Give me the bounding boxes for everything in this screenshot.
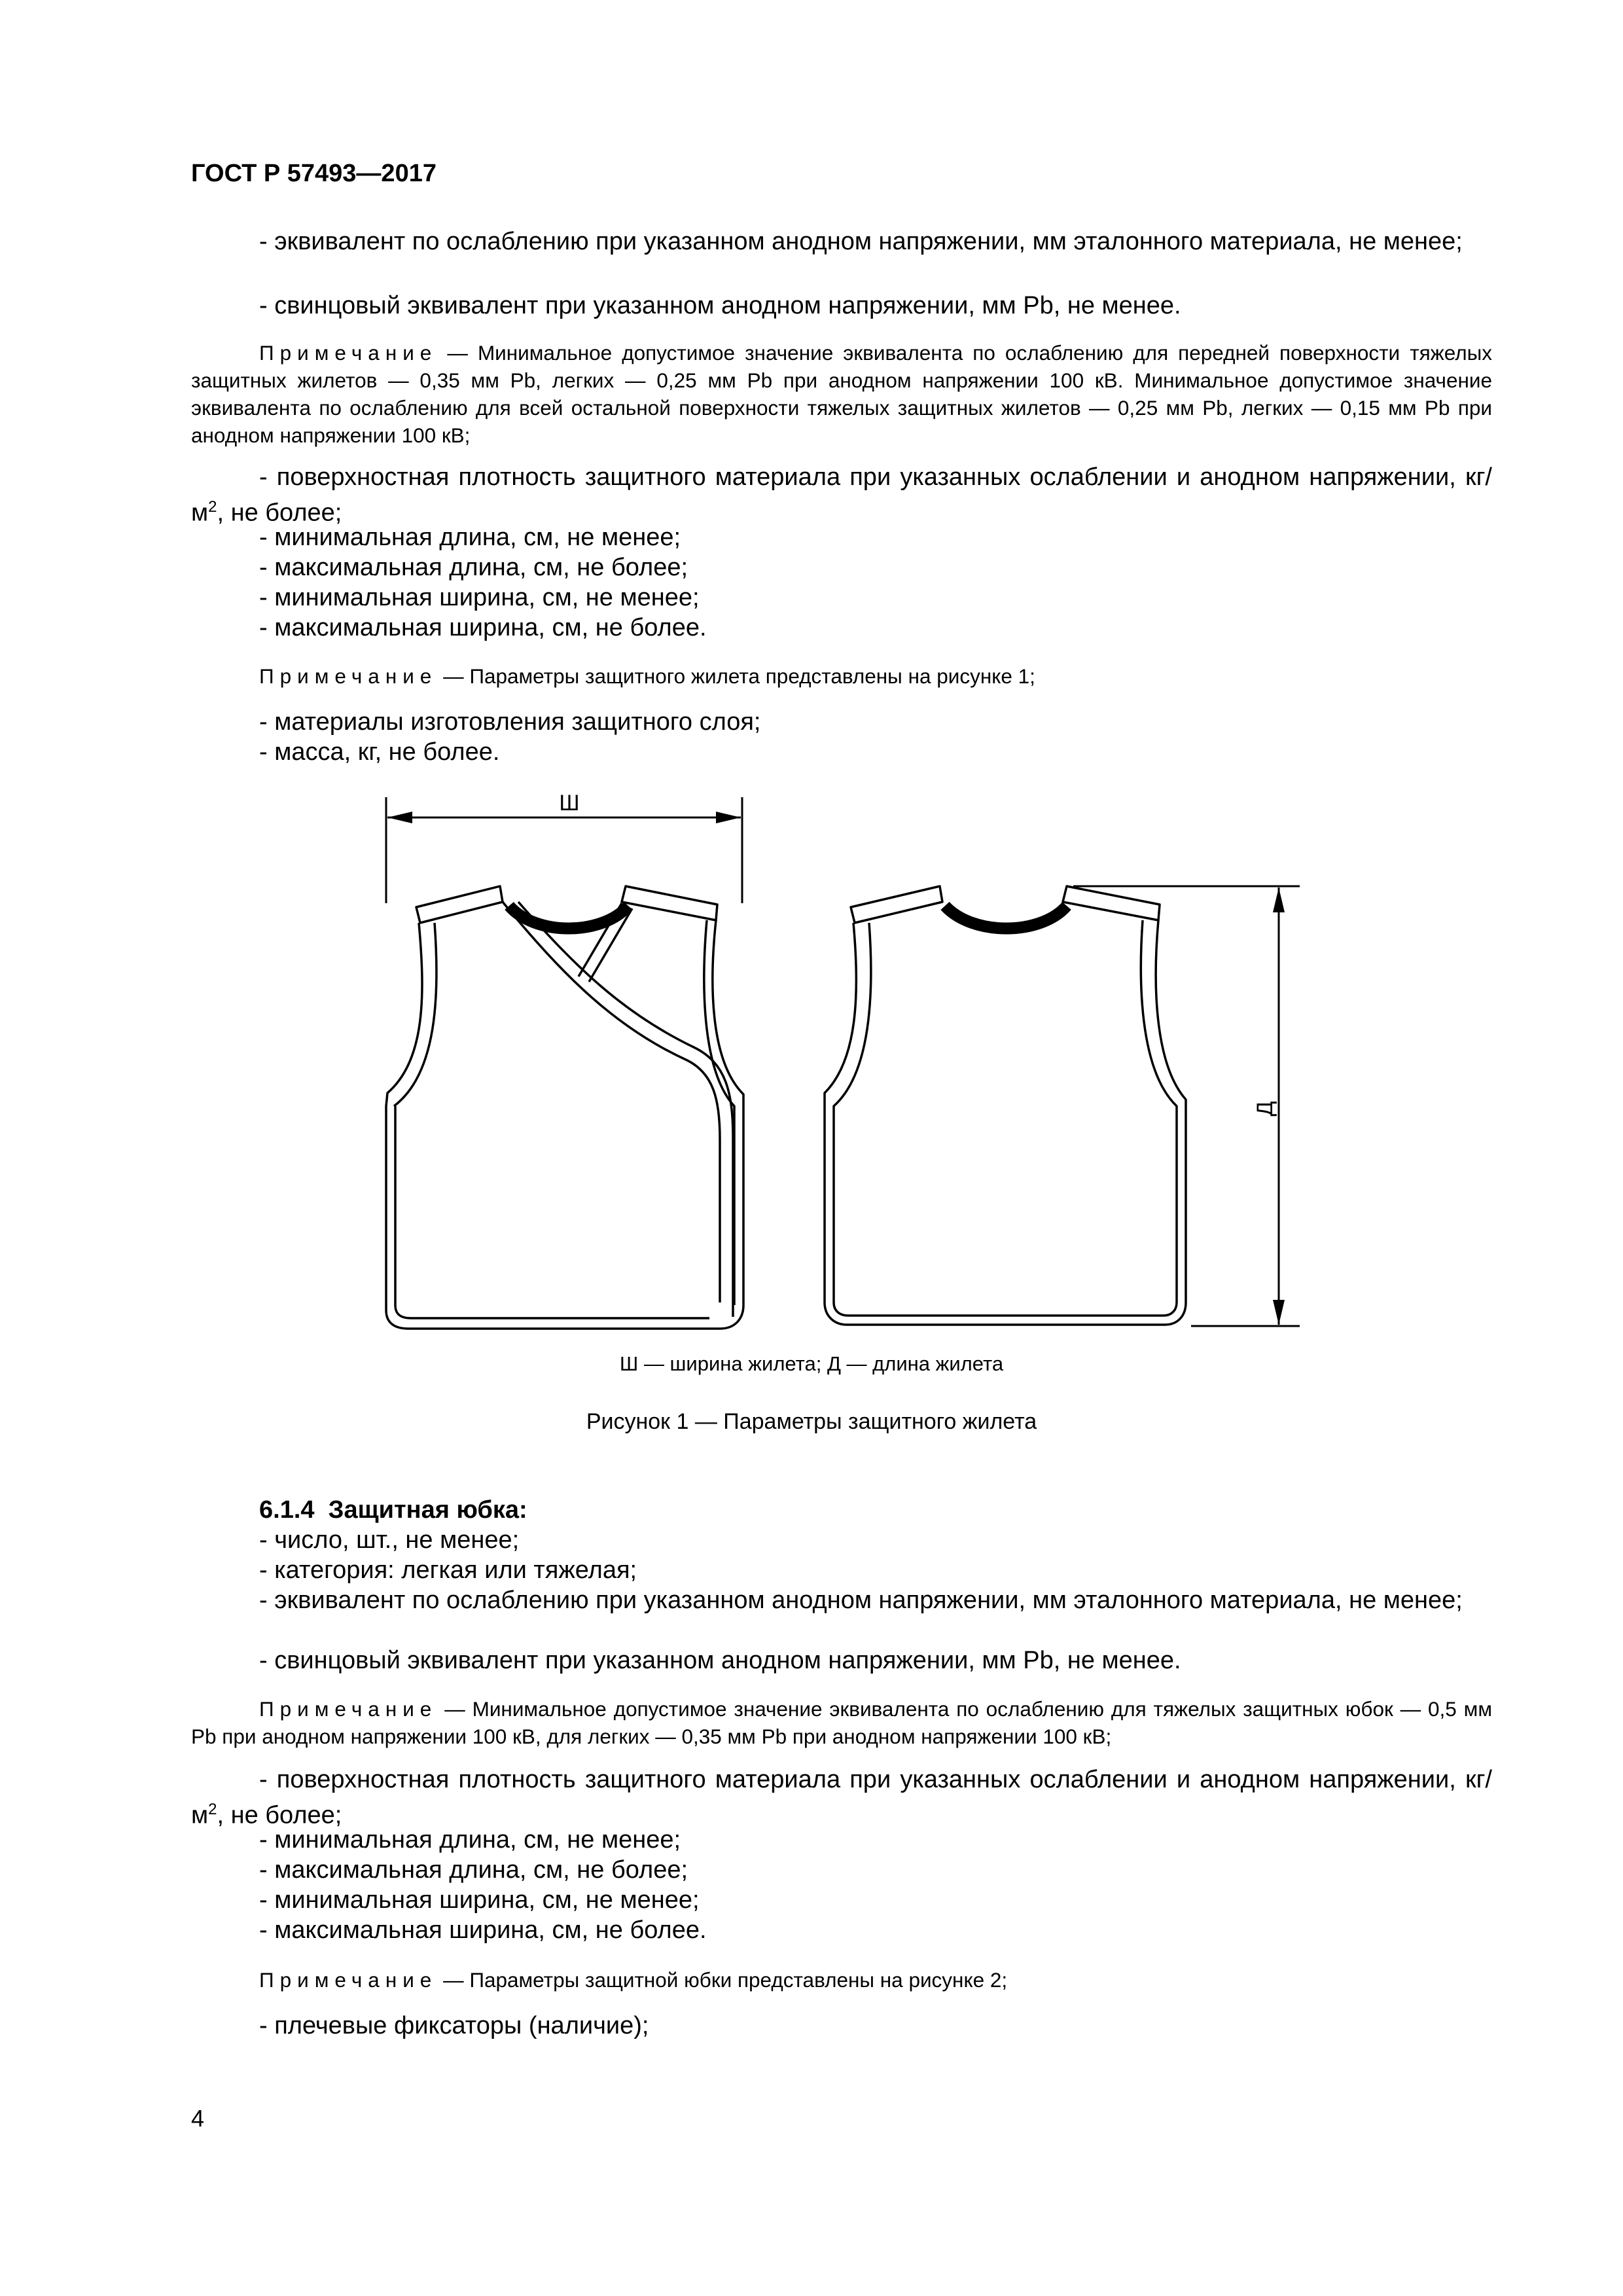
section-6-1-4-heading <box>191 1495 1492 1525</box>
skirt-item-max-length: - максимальная длина, см, не более; <box>259 1856 688 1884</box>
page-number: 4 <box>191 2105 205 2132</box>
note-text: — Минимальное допустимое значение эквивалента по ослаблению для тяжелых защитных юбок — 0,5 мм Pb при анодном напряжении 100 кВ, для легких — 0,35 мм Pb при анодном напряжении 100 кВ; <box>191 1697 1492 1748</box>
skirt-item-shoulder-fasteners: - плечевые фиксаторы (наличие); <box>259 2012 649 2039</box>
section-number: 6.1.4 <box>259 1496 315 1524</box>
vest-front-collar <box>509 906 628 929</box>
width-label: Ш <box>559 791 580 816</box>
skirt-item-lead-equivalent: - свинцовый эквивалент при указанном анодном напряжении, мм Pb, не менее. <box>259 1647 1181 1674</box>
note-label: Примечание <box>259 1968 438 1992</box>
vest-item-lead-equivalent: - свинцовый эквивалент при указанном анодном напряжении, мм Pb, не менее. <box>259 292 1181 319</box>
skirt-item-max-width: - максимальная ширина, см, не более. <box>259 1916 707 1944</box>
density-text: - поверхностная плотность защитного материала при указанных ослаблении и анодном напряжении, кг/м <box>191 463 1492 527</box>
skirt-note-equivalent <box>191 1695 1492 1750</box>
length-arrow-bottom <box>1273 1300 1285 1325</box>
skirt-item-count: - число, шт., не менее; <box>259 1526 520 1554</box>
note-label: Примечание <box>259 341 438 365</box>
skirt-item-density <box>191 1765 1492 1831</box>
density-tail: , не более; <box>217 1801 342 1829</box>
vest-item-min-length: - минимальная длина, см, не менее; <box>259 524 681 551</box>
skirt-item-min-width: - минимальная ширина, см, не менее; <box>259 1886 700 1914</box>
note-label: Примечание <box>259 1697 438 1721</box>
document-code: ГОСТ Р 57493—2017 <box>191 160 437 187</box>
skirt-note-figure <box>191 1966 1492 1994</box>
vest-back <box>825 886 1186 1325</box>
figure1-legend: Ш — ширина жилета; Д — длина жилета <box>619 1352 1004 1375</box>
vest-item-attenuation: - эквивалент по ослаблению при указанном анодном напряжении, мм эталонного материала, не менее; <box>259 228 1463 255</box>
vest-item-max-length: - максимальная длина, см, не более; <box>259 554 688 581</box>
width-arrow-right <box>716 812 741 823</box>
density-tail: , не более; <box>217 499 342 527</box>
note-text: — Минимальное допустимое значение эквивалента по ослаблению для передней поверхности тяжелых защитных жилетов — 0,35 мм Pb, легких — 0,25 мм Pb при анодном напряжении 100 кВ. Минимальное допустимое значение эквивалента по ослаблению для всей остальной поверхности тяжелых защитных жилетов — 0,25 мм Pb, легких — 0,15 мм Pb при анодном напряжении 100 кВ; <box>191 341 1492 447</box>
vest-item-materials: - материалы изготовления защитного слоя; <box>259 708 761 736</box>
density-text: - поверхностная плотность защитного материала при указанных ослаблении и анодном напряжении, кг/м <box>191 1766 1492 1829</box>
length-label: Д <box>1253 1101 1277 1117</box>
note-text: — Параметры защитной юбки представлены на рисунке 2; <box>437 1968 1008 1992</box>
density-superscript: 2 <box>208 498 217 516</box>
skirt-item-attenuation: - эквивалент по ослаблению при указанном анодном напряжении, мм эталонного материала, не менее; <box>259 1587 1463 1614</box>
vest-item-mass: - масса, кг, не более. <box>259 738 500 766</box>
density-superscript: 2 <box>208 1801 217 1818</box>
vest-back-collar <box>945 906 1067 929</box>
vest-front <box>386 886 743 1329</box>
vest-item-min-width: - минимальная ширина, см, не менее; <box>259 584 700 611</box>
vest-item-max-width: - максимальная ширина, см, не более. <box>259 614 707 641</box>
width-arrow-left <box>387 812 412 823</box>
note-label: Примечание <box>259 664 438 688</box>
note-text: — Параметры защитного жилета представлены на рисунке 1; <box>437 664 1035 688</box>
length-arrow-top <box>1273 888 1285 912</box>
figure1-title: Рисунок 1 — Параметры защитного жилета <box>586 1409 1037 1434</box>
section-title: Защитная юбка: <box>328 1496 527 1524</box>
skirt-item-category: - категория: легкая или тяжелая; <box>259 1556 637 1584</box>
skirt-item-min-length: - минимальная длина, см, не менее; <box>259 1826 681 1854</box>
